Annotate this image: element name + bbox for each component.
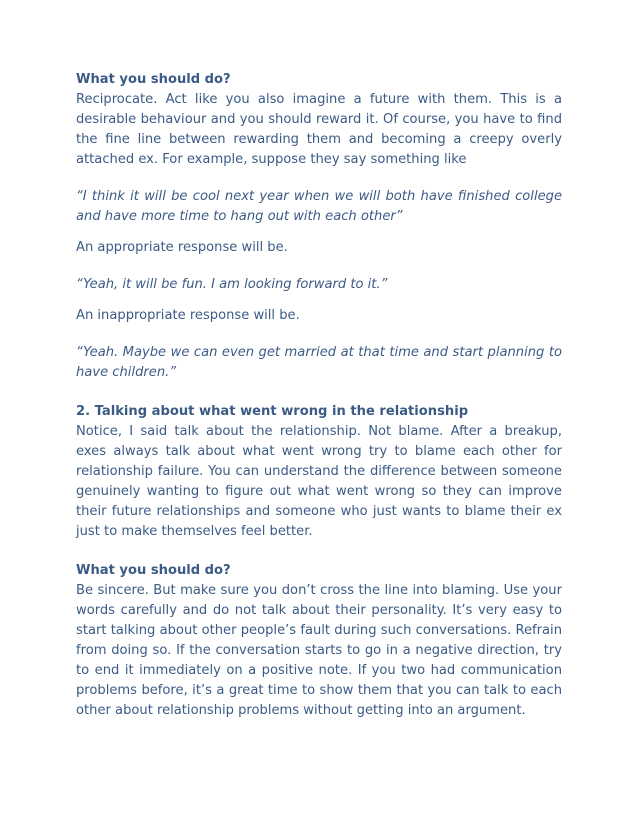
inappropriate-response-intro: An inappropriate response will be. (76, 308, 300, 323)
inappropriate-response-quote: “Yeah. Maybe we can even get married at that time and start planning to have children.” (76, 345, 562, 380)
relationship-paragraph: Notice, I said talk about the relationship. Not blame. After a breakup, exes always talk about what went wrong try to blame each other for relationship failure. You can understand the difference between someone genuinely wanting to figure out what went wrong so they can improve their future relationships and someone who just wants to blame their ex just to make themselves feel better. (76, 424, 562, 539)
example-quote: “I think it will be cool next year when we will both have finished college and have more time to hang out with each other” (76, 189, 562, 224)
appropriate-response-intro: An appropriate response will be. (76, 240, 288, 255)
reciprocate-paragraph: Reciprocate. Act like you also imagine a future with them. This is a desirable behaviour and you should reward it. Of course, you have to find the fine line between rewarding them and becoming a creepy overly attached ex. For example, suppose they say something like (76, 92, 562, 167)
document-page (76, 70, 562, 721)
section-heading-talking-about-relationship: 2. Talking about what went wrong in the relationship (76, 404, 469, 419)
section-heading-what-you-should-do-2: What you should do? (76, 563, 231, 578)
section-heading-what-you-should-do: What you should do? (76, 72, 231, 87)
appropriate-response-quote: “Yeah, it will be fun. I am looking forward to it.” (76, 277, 388, 292)
be-sincere-paragraph: Be sincere. But make sure you don’t cross the line into blaming. Use your words carefully and do not talk about their personality. It’s very easy to start talking about other people’s fault during such conversations. Refrain from doing so. If the conversation starts to go in a negative direction, try to end it immediately on a positive note. If you two had communication problems before, it’s a great time to show them that you can talk to each other about relationship problems without getting into an argument. (76, 583, 562, 718)
